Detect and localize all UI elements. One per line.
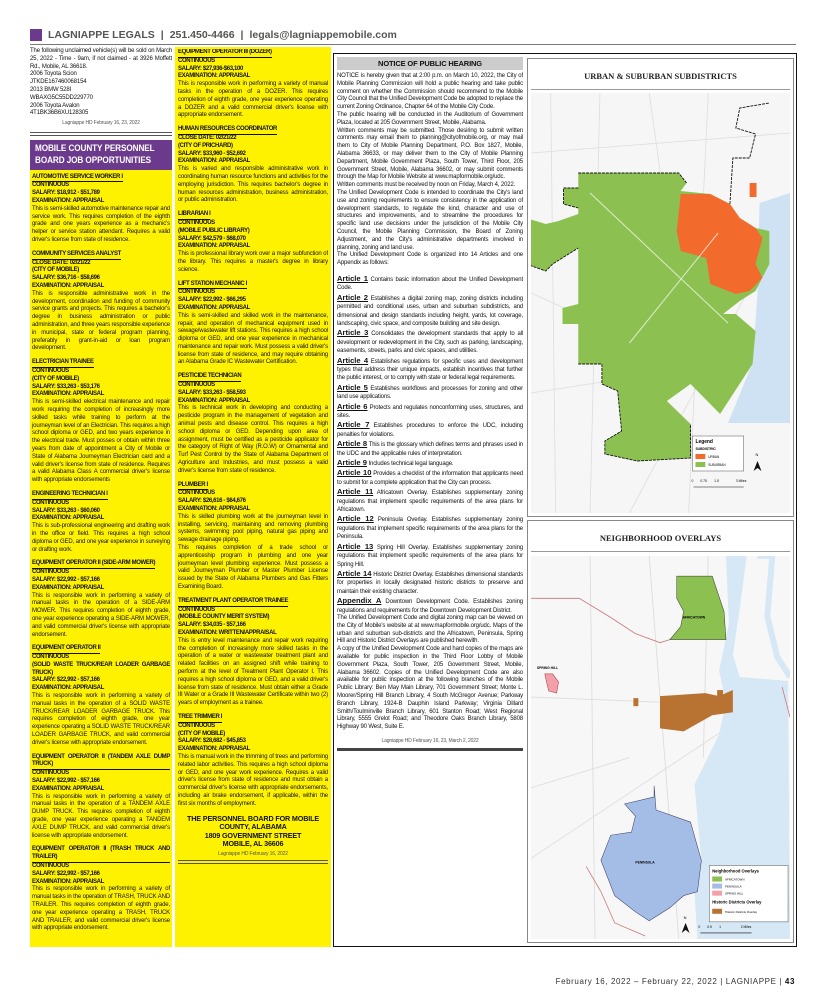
job-title: LIBRARIAN I (178, 211, 210, 220)
article-text: Spring Hill Overlay. Establishes supplementary zoning regulations that implement specific requirements of the area plans for Spring Hill. (337, 544, 523, 568)
job-meta-line: (CITY OF MOBILE) (32, 375, 79, 382)
job-meta-line: (MOBILE COUNTY MERIT SYSTEM) (178, 614, 270, 621)
job-listing (32, 359, 170, 485)
address-line: COUNTY, ALABAMA (219, 822, 287, 832)
job-listing (32, 560, 170, 639)
notice-paragraph: Written comments may be submitted. Those desiring to submit written comments may email them to planning@cityofmobile.org, or may mail them to City of Mobile Planning Department, P.O. Box 1827, Mobile, Alabama 36633, or may deliver them to the City of Mobile Planning Department, Mobile Government Plaza, South Tower, Third Floor, 205 Government Street, Mobile, Alabama 36602, or may submit comments through the Map for Mobile Website at www.mapformobile.org/udc. (337, 127, 523, 181)
job-title: TREE TRIMMER I (178, 714, 222, 723)
job-title: ENGINEERING TECHNICIAN I (32, 491, 108, 500)
job-meta-line: EXAMINATION: APPRAISAL (178, 73, 250, 80)
job-listing (32, 251, 170, 353)
job-meta-line: CONTINUOUS (32, 654, 69, 661)
job-meta-line: CONTINUOUS (32, 499, 69, 506)
job-meta-line: CONTINUOUS (178, 722, 215, 729)
job-meta-line: CLOSE DATE: 02/21/22 (178, 134, 237, 141)
section-title: LAGNIAPPE LEGALS (48, 28, 155, 41)
article-entry (337, 403, 523, 421)
separator: | (160, 28, 164, 41)
article-text: Downtown Development Code. Establishes zoning regulations and requirements for the Downtown Development District. (337, 599, 523, 614)
job-title: PESTICIDE TECHNICIAN (178, 373, 241, 382)
article-entry (337, 275, 523, 293)
scale-label: 2 Miles (740, 924, 752, 929)
job-meta-line: CONTINUOUS (32, 863, 69, 870)
job-description: This is responsible work in performing a variety of manual tasks in the operation of a TANDEM AXLE DUMP TRUCK. This requires completion of eighth grade, one year experience operating a TANDEM AXLE DUMP TRUCK, and valid commercial driver's license with appropriate endorsement. (32, 793, 170, 839)
notice-paragraph: The Unified Development Code and digital zoning map can be viewed on the City of Mobile's website at at www.mapformobile.org/udc. Maps of the urban and suburban sub-districts and the Africatown, Peninsula, Spring Hill and Historic District Overlays are published herewith. (337, 614, 523, 645)
job-meta-line: SALARY: $26,616 - $64,676 (178, 498, 246, 505)
article-text: Provides a checklist of the information that applicants need to submit for a complete application that the City can process. (337, 471, 523, 486)
job-description: This is sub-professional engineering and drafting work in the office or field. This requires a high school diploma or GED, and one year experience in surveying or drafting work. (32, 523, 170, 553)
scale-label: 0 (698, 924, 701, 929)
job-meta-line: SALARY: $33,263 - $53,176 (32, 383, 100, 390)
legend-item-suburban: SUBURBAN (708, 462, 726, 468)
neighborhood-overlays-map (527, 520, 794, 943)
article-text: Peninsula Overlay. Establishes supplementary zoning regulations that implement specific requirements of the area plans for the Peninsula. (337, 517, 523, 541)
notice-title: NOTICE OF PUBLIC HEARING (337, 57, 523, 70)
vehicles-intro: The following unclaimed vehicle(s) will be sold on March 25, 2022 - Time - 9am, if not claimed - at 3926 Moffett Rd., Mobile, AL 36618. (30, 48, 172, 70)
job-title: HUMAN RESOURCES COORDINATOR (178, 126, 277, 135)
job-meta-line: EXAMINATION: APPRAISAL (178, 397, 250, 404)
article-text: Historic District Overlay. Establishes dimensional standards for properties in locally designated historic districts to preserve and maintain their existing character. (337, 571, 523, 595)
article-text: Establishes regulations for specific uses and development types that address their unique impacts, establish incentives that further the public interest, or to comply with state or federal legal requirements. (337, 358, 523, 382)
article-label: Article 2 (337, 292, 369, 302)
page-footer (556, 977, 795, 986)
job-meta-line: EXAMINATION: APPRAISAL (32, 198, 104, 205)
job-description: This is responsible work in performing a variety of manual tasks in the operation of a SIDE-ARM MOWER. This requires completion of eighth grade, one year experience operating a SIDE-ARM MOWER, and valid commercial driver's license with appropriate endorsement. (32, 592, 170, 638)
personnel-board-address (178, 815, 328, 849)
job-meta-line: SALARY: $22,992 - $57,166 (32, 778, 100, 785)
job-description: This is responsible administrative work in the development, coordination and funding of community service grants and projects. This requires a bachelor's degree in business administration or public administration, and three years responsible experience in municipal, state or federal program planning, preferably in grant-in-aid or loan program development. (32, 290, 170, 352)
map-title: NEIGHBORHOOD OVERLAYS (531, 524, 790, 552)
job-listing (178, 373, 328, 475)
legend-item-urban: URBAN (708, 454, 720, 460)
job-meta-line: CLOSE DATE: 02/21/22 (32, 259, 91, 266)
article-text: This is the glossary which defines terms and phrases used in the UDC and the applicable rules of interpretation. (337, 442, 523, 457)
map-canvas (531, 556, 790, 939)
job-meta-line: SALARY: $22,992 - $57,166 (32, 870, 100, 877)
notice-paragraph: The public hearing will be conducted in the Auditorium of Government Plaza, located at 205 Government Street, Mobile, Alabama. (337, 111, 523, 126)
job-title: LIFT STATION MECHANIC I (178, 281, 247, 290)
job-meta-line: (CITY OF MOBILE) (32, 267, 79, 274)
job-description: This is professional library work over a major subfunction of the library. This requires a master's degree in library science. (178, 251, 328, 273)
job-listings-column-2 (178, 49, 328, 944)
job-meta-line: CONTINUOUS (178, 219, 215, 226)
legend-item: AFRICATOWN (725, 877, 745, 882)
article-label: Article 7 (337, 420, 370, 430)
article-label: Article 4 (337, 355, 369, 365)
article-text: Establishes workflows and processes for zoning and other land use applications. (337, 385, 523, 401)
scale-label: 0.75 (700, 478, 707, 484)
map-legend (709, 865, 788, 921)
job-listing (178, 482, 328, 592)
job-listing (32, 846, 170, 933)
article-label: Article 14 (337, 568, 372, 578)
address-line: MOBILE, AL 36606 (222, 839, 284, 849)
public-hearing-notice (337, 57, 523, 943)
job-listing (32, 645, 170, 747)
article-text: Establishes a digital zoning map, zoning districts including permitted and conditional uses, urban and suburban subdistricts, and dimensional and design standards including height, yards, lot coverage, landscaping, civic space, and composite building and site design. (337, 295, 523, 327)
job-listing (32, 491, 170, 554)
vehicle-item: 2013 BMW 528I (30, 86, 72, 93)
article-entry (337, 357, 523, 383)
issue-dates: February 16, 2022 – February 22, 2022 (555, 977, 718, 986)
job-meta-line: SALARY: $34,035 - $57,166 (178, 622, 246, 629)
article-text: Consolidates the development standards that apply to all development or redevelopment in the City, such as parking, landscaping, easements, streets, parks and civic spaces, and utilities. (337, 331, 523, 355)
job-meta-line: CONTINUOUS (32, 770, 69, 777)
address-line: THE PERSONNEL BOARD FOR MOBILE (187, 813, 319, 823)
job-meta-line: SALARY: $33,960 - $52,692 (178, 150, 246, 157)
job-meta-line: EXAMINATION: APPRAISAL (32, 283, 104, 290)
article-label: Article 13 (337, 541, 374, 551)
unclaimed-vehicles-notice (30, 48, 172, 140)
notice-paragraph: A copy of the Unified Development Code and hard copies of the maps are available for public inspection in the Third Floor Lobby of Mobile Government Plaza, South Tower, 205 Government Street, Mobile, Alabama 36602. Copies of the Unified Development Code are also available for public inspection at the following branches of the Mobile Public Library: Ben May Main Library, 701 Government Street; Monte L. Moorer/Spring Hill Branch Library, 4 South McGregor Avenue; Parkway Branch Library, 1924-B Dauphin Island Parkway; Virginia Dillard Smith/Toulminville Branch Library, 601 Stanton Road; West Regional Library, 5555 Grelot Road; and Theodore Oaks Branch Library, 5808 Highway 90 West, Suite E. (337, 646, 523, 731)
credit-line: Lagniappe HD February 16, 23, 2022 (62, 120, 140, 127)
urban-area (750, 183, 757, 197)
job-meta-line: SALARY: $22,992 - $57,166 (32, 677, 100, 684)
job-meta-line: (CITY OF MOBILE) (178, 730, 225, 737)
page-header (30, 25, 796, 45)
job-meta-line: EXAMINATION: APPRAISAL (32, 515, 104, 522)
job-title: EQUIPMENT OPERATOR II (TANDEM AXLE DUMP TRUCK) (32, 754, 170, 771)
article-entry (337, 459, 523, 468)
job-meta-line: EXAMINATION: APPRAISAL (178, 506, 250, 513)
historic-districts-overlay (633, 698, 638, 706)
article-label: Article 11 (337, 487, 374, 497)
job-description: This is semi-skilled automotive maintenance repair and service work. This requires completion of the eighth grade and one years experience as a mechanic's helper or service station attendant. Requires a valid driver's license from state of residence. (32, 205, 170, 244)
article-label: Article 9 (337, 458, 367, 468)
article-label: Appendix A (337, 596, 382, 606)
job-title: EQUIPMENT OPERATOR III (DOZER) (178, 49, 272, 58)
article-entry (337, 597, 523, 615)
job-meta-line: EXAMINATION: APPRAISAL (178, 243, 250, 250)
address-line: 1809 GOVERNMENT STREET (204, 830, 302, 840)
job-description: This is manual work in the trimming of trees and performing related labor activities. This requires a high school diploma or GED, and one year work experience. Requires a valid driver's license from state of residence and must obtain a commercial driver's license with appropriate endorsements, including air brake endorsement, if applicable, within the first six months of employment. (178, 753, 328, 807)
scale-label: 1 (719, 924, 721, 929)
publication-name: LAGNIAPPE (725, 977, 777, 986)
legend-title: Neighborhood Overlays (712, 868, 759, 874)
separator: | (720, 977, 723, 986)
job-title: TREATMENT PLANT OPERATOR TRAINEE (178, 598, 288, 607)
job-listings-column-1 (30, 170, 172, 947)
map-canvas (531, 93, 790, 513)
article-text: Africatown Overlay. Establishes supplementary zoning regulations that implement specific requirements of the area plans for Africatown. (337, 490, 523, 514)
job-meta-line: SALARY: $28,682 - $45,853 (178, 738, 246, 745)
credit-line: Lagniappe HD February 16, 23, March 2, 2022 (337, 738, 523, 752)
scale-label: 1.5 (714, 478, 719, 484)
article-entry (337, 469, 523, 487)
urban-suburban-map (527, 58, 794, 517)
scale-label: 0 (691, 478, 694, 484)
label-africatown: AFRICATOWN (682, 615, 706, 620)
heading-line: MOBILE COUNTY PERSONNEL (35, 142, 155, 154)
vehicle-item: 2006 Toyota Avalon (30, 102, 80, 109)
job-listing (178, 49, 328, 120)
job-description: This is varied and responsible administrative work in coordinating human resource functions and activities for the employing jurisdiction. This requires bachelor's degree in human resources administration, business administration, or public administration. (178, 166, 328, 204)
article-label: Article 6 (337, 401, 368, 411)
article-label: Article 8 (337, 439, 368, 449)
job-description: This is responsible work in performing a variety of manual tasks in the operation of TRASH, TRUCK AND TRAILER. This requires completion of eighth grade, one year experience operating a TRASH, TRUCK AND TRAILER, and valid commercial driver's license with appropriate endorsement. (32, 886, 170, 932)
job-description: This is semi-skilled electrical maintenance and repair work requiring the completion of increasingly more skilled tasks while training to perform at the journeyman level of an Electrician. This requires a high school diploma or GED, and two years experience in the electrical trade. Must posses or obtain within three years from date of appointment a City of Mobile or State of Alabama Journeyman Electrician card and a valid driver's license from state of residence. Requires a valid Alabama Class A commercial driver's license with appropriate endorsements (32, 399, 170, 484)
job-meta-line: SALARY: $33,263 - $60,060 (32, 507, 100, 514)
job-listing (32, 174, 170, 245)
job-meta-line: SALARY: $22,992 - $66,295 (178, 297, 246, 304)
job-meta-line: SALARY: $27,936-$63,100 (178, 65, 243, 72)
vehicle-item: 2006 Toyota Scion (30, 71, 77, 78)
job-meta-line: CONTINUOUS (178, 57, 215, 64)
notice-paragraph: NOTICE is hereby given that at 2:00 p.m. on March 10, 2022, the City of Mobile Planning Commission will hold a public hearing and take public comment on whether the Commission should recommend to the Mobile City Council that the Unified Development Code be adopted to replace the current Zoning Ordinance, Chapter 64 of the Mobile City Code. (337, 73, 523, 111)
article-entry (337, 440, 523, 458)
notice-paragraph: The Unified Development Code is intended to coordinate the City's land use and zoning requirements to ensure consistency in the application of development standards, to regulate the kind, character and use of structures and improvements, and to streamline the procedures for specific land use decisions under the jurisdiction of the Mobile City Council, the Mobile Planning Commission, the Board of Zoning Adjustment, and the City's administrative departments involved in planning, zoning and land use. (337, 189, 523, 251)
job-listing (32, 754, 170, 841)
article-label: Article 3 (337, 328, 369, 338)
job-meta-line: CONTINUOUS (178, 606, 215, 613)
job-meta-line: EXAMINATION: APPRAISAL (32, 584, 104, 591)
job-meta-line: EXAMINATION: APPRAISAL (178, 746, 250, 753)
job-description: This is entry level maintenance and repair work requiring the completion of increasingly more skilled tasks in the operation of a water or wastewater treatment plant and related facilities on an assigned shift while training to perform at the level of Treatment Plant Operator I. This requires a high school diploma or GED, and a valid driver's license from state of residence. Must obtain either a Grade III Water or a Grade III Wastewater Certificate within two (2) years of employment as a trainee. (178, 637, 328, 707)
job-meta-line: SALARY: $22,992 - $57,166 (32, 576, 100, 583)
email-link[interactable]: legals@lagniappemobile.com (249, 28, 397, 41)
job-meta-line: CONTINUOUS (32, 569, 69, 576)
personnel-board-heading (30, 140, 172, 170)
job-listing (178, 714, 328, 809)
legend-item: SPRING HILL (725, 891, 744, 896)
article-label: Article 10 (337, 468, 372, 478)
job-meta-line: EXAMINATION: APPRAISAL (178, 304, 250, 311)
notice-paragraph: The Unified Development Code is organized into 14 Articles and one Appendix as follows: (337, 252, 523, 267)
historic-districts-overlay (717, 690, 723, 696)
article-entry (337, 294, 523, 329)
job-meta-line: SALARY: $42,579 - $68,070 (178, 235, 246, 242)
job-meta-line: CONTINUOUS (32, 368, 69, 374)
heading-line: BOARD JOB OPPORTUNITIES (35, 154, 152, 166)
vehicle-item: 4T1BK36B6XU128305 (30, 110, 89, 117)
job-meta-line: EXAMINATION: APPRAISAL (32, 391, 104, 398)
job-title: EQUIPMENT OPERATOR II (32, 645, 100, 654)
label-peninsula: PENINSULA (635, 860, 655, 865)
credit-line: Lagniappe HD February 16, 2022 (218, 850, 288, 857)
vehicle-item: JTKDE167460068154 (30, 79, 87, 86)
divider (30, 132, 172, 136)
job-title: ELECTRICIAN TRAINEE (32, 359, 94, 368)
north-label: N (683, 914, 687, 920)
job-title: EQUIPMENT OPERATOR II (TRASH TRUCK AND TRAILER) (32, 846, 170, 863)
job-title: AUTOMOTIVE SERVICE WORKER I (32, 174, 123, 183)
job-description: This is semi-skilled and skilled work in the maintenance, repair, and operation of mechanical equipment used in sewage/wastewater lift stations. This requires a high school diploma or GED, and one year experience in mechanical maintenance and repair work. Must possess a valid driver's license from state of residence, and may require obtaining an Alabama Grade IC Wastewater Certification. (178, 312, 328, 366)
job-description: This requires completion of a trade school or apprenticeship program in plumbing and one year journeyman level plumbing experience. Must possess a valid Journeyman Plumber or Master Plumber License issued by the State of Alabama Plumbers and Gas Fitters Examining Board. (178, 545, 328, 590)
phone: 251.450-4466 (169, 28, 235, 41)
article-text: Establishes procedures to enforce the UDC, including penalties for violations. (337, 423, 523, 438)
vehicle-list (30, 71, 172, 118)
job-meta-line: CONTINUOUS (32, 182, 69, 189)
page-number: 43 (784, 977, 795, 986)
article-entry (337, 570, 523, 596)
job-meta-line: SALARY: $33,263 - $58,593 (178, 389, 246, 396)
job-listing (178, 598, 328, 708)
north-label: N (755, 451, 759, 458)
legend-item: Historic Districts Overlay (725, 909, 757, 914)
job-meta-line: EXAMINATION: APPRAISAL (178, 158, 250, 165)
job-description: This is skilled plumbing work at the journeyman level in installing, servicing, maintaining and removing plumbing systems, swimming pool piping, natural gas piping and sewage drainage piping. (178, 513, 328, 544)
job-listing (178, 126, 328, 205)
article-entry (337, 515, 523, 541)
job-listing (178, 281, 328, 368)
job-description: This is technical work in developing and conducting a pesticide program in the management of vegetation and animal pests and disease control. This requires a high school diploma or GED. Depending upon area of assignment, must be certified as a pesticide applicator for the category of Right of Way (R.O.W) or Ornamental and Turf Pest Control by the State of Alabama Department of Agriculture and Industries, and must possess a valid driver's license from state of residence. (178, 405, 328, 474)
article-entry (337, 329, 523, 355)
article-label: Article 5 (337, 382, 368, 392)
legend-subtitle: SUBDISTRIC (695, 446, 716, 452)
article-label: Article 1 (337, 273, 368, 283)
article-entry (337, 488, 523, 514)
article-text: Contains basic information about the Unified Development Code. (337, 276, 523, 292)
legend-title: Legend (695, 439, 713, 446)
notice-paragraph: Written comments must be received by noon on Friday, March 4, 2022. (337, 182, 516, 189)
job-meta-line: (SOLID WASTE TRUCK/REAR LOADER GARBAGE TRUCK) (32, 661, 170, 676)
separator: | (779, 977, 783, 986)
job-meta-line: CONTINUOUS (178, 382, 215, 389)
map-legend (693, 436, 744, 471)
article-entry (337, 384, 523, 402)
job-meta-line: EXAMINATION: APPRAISAL (32, 685, 104, 692)
job-meta-line: (MOBILE PUBLIC LIBRARY) (178, 227, 250, 234)
job-title: COMMUNITY SERVICES ANALYST (32, 251, 121, 260)
job-meta-line: CONTINUOUS (178, 289, 215, 296)
job-meta-line: EXAMINATION: WRITTEN/APPRAISAL (178, 629, 277, 636)
job-meta-line: CONTINUOUS (178, 490, 215, 497)
label-spring-hill: SPRING HILL (536, 665, 559, 670)
divider (178, 860, 328, 864)
job-meta-line: (CITY OF PRICHARD) (178, 142, 233, 149)
vehicle-item: WBAXG5C55DD229770 (30, 94, 93, 101)
article-entry (337, 543, 523, 569)
article-entry (337, 421, 523, 439)
scale-label: 3 Miles (735, 478, 747, 484)
job-description: This is responsible work in performing a variety of manual tasks in the operation of a DOZER. This requires completion of eighth grade, one year experience operating a DOZER and a valid commercial driver's license with appropriate endorsement. (178, 81, 328, 119)
legend-item: PENINSULA (725, 884, 742, 889)
job-meta-line: EXAMINATION: APPRAISAL (32, 878, 104, 885)
column-1 (30, 48, 172, 947)
job-meta-line: EXAMINATION: APPRAISAL (32, 785, 104, 792)
separator: | (240, 28, 244, 41)
map-title: URBAN & SUBURBAN SUBDISTRICTS (531, 62, 790, 90)
article-label: Article 12 (337, 514, 374, 524)
scale-label: 0.5 (707, 924, 712, 929)
job-title: PLUMBER I (178, 482, 208, 491)
article-text: Includes technical legal language. (366, 461, 454, 468)
job-listing (178, 211, 328, 274)
job-meta-line: SALARY: $18,912 - $51,789 (32, 190, 100, 197)
article-text: Protects and regulates nonconforming uses, structures, and sites. (337, 404, 523, 420)
brand-square-icon (30, 29, 42, 41)
job-meta-line: SALARY: $36,716 - $58,696 (32, 275, 100, 282)
job-description: This is responsible work in performing a variety of manual tasks in the operation of a SOLID WASTE TRUCK/REAR LOADER GARBAGE TRUCK. This requires completion of eighth grade, one year experience operating a SOLID WASTE TRUCK/REAR LOADER GARBAGE TRUCK, and valid commercial driver's license with appropriate endorsement. (32, 693, 170, 746)
legend-title: Historic Districts Overlay (712, 899, 762, 905)
job-title: EQUIPMENT OPERATOR II (SIDE-ARM MOWER) (32, 560, 155, 569)
